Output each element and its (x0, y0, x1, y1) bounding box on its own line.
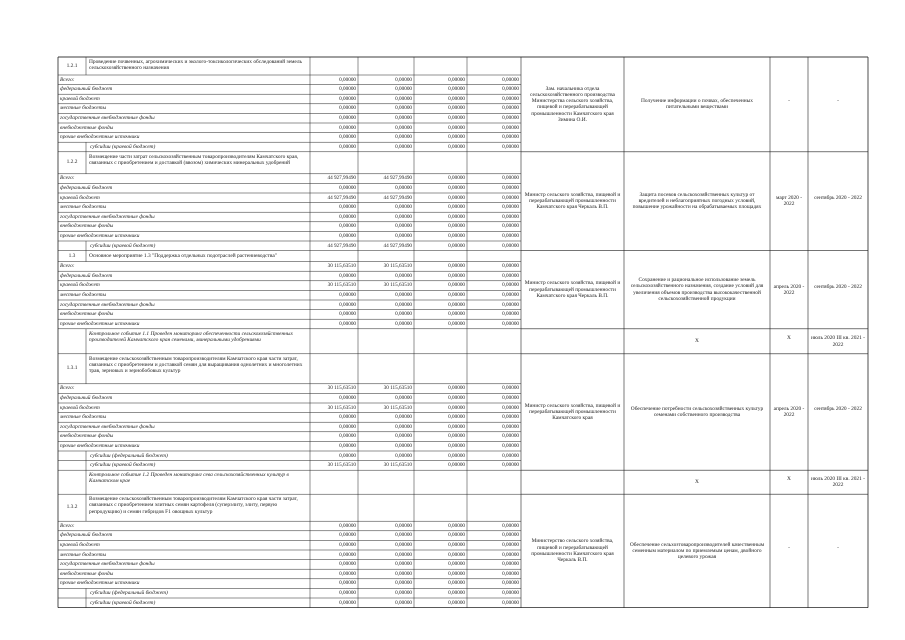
result-cell: Сохранение и рациональное использование земель сельскохозяйственного назначения, создание условий для увеличения объемов производства высококачественной сельскохозяйственной продукции (630, 277, 764, 302)
value-cell: 0,00000 (502, 291, 519, 298)
row-label: краевой бюджет (60, 404, 100, 411)
row-label: краевой бюджет (60, 194, 100, 201)
value-cell: 0,00000 (502, 320, 519, 327)
value-cell: 0,00000 (339, 232, 356, 239)
value-cell: 0,00000 (395, 442, 412, 449)
value-cell: 0,00000 (395, 551, 412, 558)
value-cell: 0,00000 (448, 433, 465, 440)
value-cell: 0,00000 (339, 124, 356, 131)
value-cell: 0,00000 (395, 433, 412, 440)
value-cell: 0,00000 (448, 213, 465, 220)
value-cell: 0,00000 (448, 561, 465, 568)
end-date-cell: - (837, 98, 839, 105)
row-label: субсидии (федеральный бюджет) (90, 452, 168, 459)
value-cell: 0,00000 (502, 570, 519, 577)
value-cell: 0,00000 (502, 184, 519, 191)
value-cell: 0,00000 (395, 599, 412, 606)
responsible-cell: Министерство сельского хозяйства, пищевой и перерабатывающей промышленности Камчатского края Черкаль В.П. (531, 538, 614, 564)
row-label: государственные внебюджетные фонды (60, 561, 155, 568)
row-label: Всего: (60, 522, 75, 529)
value-cell: 0,00000 (502, 242, 519, 249)
value-cell: 0,00000 (502, 213, 519, 220)
value-cell: 0,00000 (395, 301, 412, 308)
value-cell: 0,00000 (502, 301, 519, 308)
row-label: федеральный бюджет (60, 86, 113, 93)
value-cell: 0,00000 (448, 570, 465, 577)
value-cell: 0,00000 (395, 272, 412, 279)
measure-title: Возмещение части затрат сельскохозяйственным товаропроизводителям Камчатского края, связанных с приобретением и доставкой (ввозом) химических минеральных удобрений (89, 153, 299, 166)
row-label: прочие внебюджетные источники (60, 134, 140, 141)
value-cell: 0,00000 (448, 320, 465, 327)
value-cell: 0,00000 (339, 570, 356, 577)
value-cell: 44 927,99490 (383, 242, 412, 249)
value-cell: 0,00000 (448, 462, 465, 469)
value-cell: 0,00000 (502, 311, 519, 318)
row-code: 1.3.1 (66, 365, 78, 372)
value-cell: 0,00000 (339, 76, 356, 83)
value-cell: 0,00000 (339, 561, 356, 568)
value-cell: 0,00000 (448, 423, 465, 430)
row-label: краевой бюджет (60, 95, 100, 102)
value-cell: 30 115,63510 (383, 263, 412, 270)
value-cell: 0,00000 (339, 433, 356, 440)
control-event-label: Контрольное событие 1.1 Проведен мониторинг обеспеченности сельскохозяйственных производителей Камчатского края семенами, минеральными удобрениями (89, 330, 293, 343)
row-label: краевой бюджет (60, 541, 100, 548)
result-cell: Защита посевов сельскохозяйственных культур от вредителей и неблагоприятных погодных условий, повышение урожайности на обрабатываемых площадях (632, 191, 762, 211)
row-label: субсидии (краевой бюджет) (90, 599, 156, 606)
result-cell: X (695, 338, 699, 345)
responsible-cell: Зам. начальника отдела сельскохозяйственного производства Министерства сельского хозяйства, пищевой и перерабатывающей промышленности Камчатского края Зимина О.И. (530, 85, 615, 123)
value-cell: 0,00000 (395, 143, 412, 150)
value-cell: 0,00000 (502, 263, 519, 270)
value-cell: 0,00000 (339, 213, 356, 220)
value-cell: 0,00000 (339, 580, 356, 587)
value-cell: 0,00000 (448, 223, 465, 230)
value-cell: 0,00000 (502, 105, 519, 112)
value-cell: 0,00000 (339, 522, 356, 529)
value-cell: 0,00000 (502, 385, 519, 392)
value-cell: 0,00000 (448, 291, 465, 298)
value-cell: 0,00000 (395, 580, 412, 587)
value-cell: 0,00000 (448, 442, 465, 449)
value-cell: 0,00000 (502, 175, 519, 182)
value-cell: 30 115,63510 (383, 462, 412, 469)
value-cell: 0,00000 (339, 184, 356, 191)
row-label: субсидии (краевой бюджет) (90, 242, 156, 249)
row-label: федеральный бюджет (60, 394, 113, 401)
value-cell: 0,00000 (339, 134, 356, 141)
row-label: государственные внебюджетные фонды (60, 114, 155, 121)
measure-title: Возмещение сельскохозяйственным товаропроизводителям Камчатского края части затрат, связанных с приобретением элитных семян картофеля (суперэлиту, элиту, первую репродукцию) и семян гибридов F1 овощных культур (89, 496, 298, 515)
row-label: краевой бюджет (60, 282, 100, 289)
value-cell: 0,00000 (339, 95, 356, 102)
result-cell: Получение информации о почвах, обеспеченных питательными веществами (641, 98, 753, 111)
value-cell: 0,00000 (339, 551, 356, 558)
value-cell: 44 927,99490 (327, 242, 356, 249)
value-cell: 0,00000 (502, 414, 519, 421)
value-cell: 0,00000 (395, 561, 412, 568)
value-cell: 0,00000 (502, 442, 519, 449)
value-cell: 0,00000 (339, 423, 356, 430)
value-cell: 0,00000 (502, 143, 519, 150)
value-cell: 0,00000 (448, 124, 465, 131)
result-cell: Обеспечение сельхозтоваропроизводителей качественным семенным материалом по приемлемым ценам, двойного целевого урожая (629, 541, 765, 560)
value-cell: 0,00000 (502, 124, 519, 131)
value-cell: 0,00000 (448, 452, 465, 459)
row-label: внебюджетные фонды (60, 570, 114, 577)
value-cell: 0,00000 (395, 124, 412, 131)
row-label: Всего: (60, 385, 75, 392)
responsible-cell: Министр сельского хозяйства, пищевой и перерабатывающей промышленности Камчатского края Черкаль В.П. (524, 280, 621, 299)
control-event-label: Контрольное событие 1.2 Проведен мониторинг сева сельскохозяйственных культур в Камчатском крае (89, 472, 289, 485)
value-cell: 0,00000 (395, 134, 412, 141)
value-cell: 0,00000 (502, 204, 519, 211)
row-code: 1.3.2 (66, 504, 78, 511)
row-label: федеральный бюджет (60, 272, 113, 279)
value-cell: 0,00000 (502, 223, 519, 230)
value-cell: 0,00000 (502, 551, 519, 558)
value-cell: 0,00000 (448, 580, 465, 587)
value-cell: 0,00000 (448, 589, 465, 596)
start-date-cell: апрель 2020 - 2022 (773, 283, 805, 296)
value-cell: 30 115,63510 (327, 462, 356, 469)
value-cell: 0,00000 (502, 114, 519, 121)
value-cell: 30 115,63510 (327, 263, 356, 270)
value-cell: 0,00000 (502, 394, 519, 401)
value-cell: 0,00000 (502, 404, 519, 411)
value-cell: 0,00000 (339, 272, 356, 279)
value-cell: 0,00000 (448, 263, 465, 270)
value-cell: 0,00000 (395, 204, 412, 211)
value-cell: 0,00000 (448, 532, 465, 539)
row-label: государственные внебюджетные фонды (60, 423, 155, 430)
start-date-cell: - (788, 544, 790, 551)
value-cell: 30 115,63510 (383, 404, 412, 411)
value-cell: 0,00000 (339, 114, 356, 121)
value-cell: 0,00000 (448, 95, 465, 102)
row-label: местные бюджеты (60, 204, 107, 211)
value-cell: 30 115,63510 (383, 385, 412, 392)
measure-title: Проведение почвенных, агрохимических и эколого-токсикологических обследований земель сельскохозяйственного назначения (89, 59, 302, 72)
value-cell: 0,00000 (448, 105, 465, 112)
value-cell: 0,00000 (502, 134, 519, 141)
row-label: федеральный бюджет (60, 532, 113, 539)
value-cell: 0,00000 (502, 232, 519, 239)
value-cell: 0,00000 (448, 242, 465, 249)
value-cell: 0,00000 (395, 213, 412, 220)
value-cell: 0,00000 (339, 394, 356, 401)
value-cell: 0,00000 (502, 541, 519, 548)
start-date-cell: апрель 2020 - 2022 (773, 406, 805, 419)
value-cell: 0,00000 (448, 204, 465, 211)
value-cell: 0,00000 (502, 462, 519, 469)
value-cell: 0,00000 (448, 551, 465, 558)
value-cell: 0,00000 (448, 404, 465, 411)
value-cell: 0,00000 (395, 532, 412, 539)
value-cell: 0,00000 (339, 452, 356, 459)
value-cell: 0,00000 (395, 291, 412, 298)
responsible-cell: Министр сельского хозяйства, пищевой и перерабатывающей промышленности Камчатского края (524, 402, 621, 422)
row-label: местные бюджеты (60, 291, 107, 298)
value-cell: 0,00000 (395, 423, 412, 430)
value-cell: 0,00000 (339, 223, 356, 230)
value-cell: 0,00000 (339, 541, 356, 548)
end-date-cell: сентябрь 2020 - 2022 (814, 283, 862, 290)
start-date-cell: - (788, 98, 790, 105)
value-cell: 0,00000 (395, 114, 412, 121)
value-cell: 0,00000 (448, 272, 465, 279)
value-cell: 0,00000 (339, 86, 356, 93)
value-cell: 0,00000 (339, 442, 356, 449)
value-cell: 0,00000 (339, 589, 356, 596)
value-cell: 0,00000 (395, 311, 412, 318)
row-label: местные бюджеты (60, 551, 107, 558)
row-label: государственные внебюджетные фонды (60, 301, 155, 308)
result-cell: X (695, 479, 699, 486)
row-label: внебюджетные фонды (60, 124, 114, 131)
value-cell: 0,00000 (502, 282, 519, 289)
responsible-cell (524, 471, 621, 493)
row-label: субсидии (краевой бюджет) (90, 462, 156, 469)
row-label: местные бюджеты (60, 414, 107, 421)
value-cell: 0,00000 (395, 522, 412, 529)
row-label: прочие внебюджетные источники (60, 232, 140, 239)
responsible-cell: Министр сельского хозяйства, пищевой и перерабатывающей промышленности Камчатского края Черкаль В.П. (524, 191, 621, 211)
start-date-cell: март 2020 - 2022 (775, 195, 803, 208)
end-date-cell: июль 2020 III кв. 2021 - 2022 (811, 476, 865, 489)
row-label: Всего: (60, 263, 75, 270)
value-cell: 0,00000 (395, 541, 412, 548)
row-code: 1.2.1 (66, 62, 78, 69)
value-cell: 0,00000 (502, 95, 519, 102)
row-label: субсидии (краевой бюджет) (90, 143, 156, 150)
value-cell: 0,00000 (395, 184, 412, 191)
value-cell: 0,00000 (339, 291, 356, 298)
value-cell: 0,00000 (395, 223, 412, 230)
row-label: местные бюджеты (60, 105, 107, 112)
value-cell: 0,00000 (448, 114, 465, 121)
end-date-cell: - (837, 544, 839, 551)
row-label: субсидии (федеральный бюджет) (90, 589, 168, 596)
end-date-cell: июль 2020 III кв. 2021 - 2022 (811, 335, 865, 348)
value-cell: 44 927,99490 (327, 175, 356, 182)
value-cell: 0,00000 (448, 184, 465, 191)
value-cell: 0,00000 (448, 599, 465, 606)
value-cell: 44 927,99490 (383, 194, 412, 201)
value-cell: 44 927,99490 (327, 194, 356, 201)
row-label: прочие внебюджетные источники (60, 320, 140, 327)
value-cell: 0,00000 (339, 414, 356, 421)
value-cell: 0,00000 (448, 175, 465, 182)
value-cell: 0,00000 (502, 599, 519, 606)
value-cell: 0,00000 (502, 433, 519, 440)
row-label: внебюджетные фонды (60, 311, 114, 318)
value-cell: 0,00000 (448, 232, 465, 239)
value-cell: 0,00000 (448, 311, 465, 318)
value-cell: 0,00000 (502, 194, 519, 201)
row-label: государственные внебюджетные фонды (60, 213, 155, 220)
value-cell: 30 115,63510 (383, 282, 412, 289)
value-cell: 0,00000 (395, 105, 412, 112)
row-label: внебюджетные фонды (60, 433, 114, 440)
row-label: федеральный бюджет (60, 184, 113, 191)
value-cell: 0,00000 (448, 385, 465, 392)
value-cell: 0,00000 (502, 86, 519, 93)
value-cell: 0,00000 (448, 541, 465, 548)
value-cell: 0,00000 (339, 204, 356, 211)
value-cell: 0,00000 (448, 414, 465, 421)
measure-title: Возмещение сельскохозяйственным товаропроизводителям Камчатского края части затрат, связанных с приобретением и доставкой семян для выращивания однолетних и многолетних трав, зерновых и зернобобовых культур (89, 355, 303, 375)
value-cell: 0,00000 (395, 414, 412, 421)
row-code: 1.2.2 (66, 159, 78, 166)
value-cell: 44 927,99490 (383, 175, 412, 182)
value-cell: 0,00000 (395, 76, 412, 83)
value-cell: 0,00000 (448, 194, 465, 201)
start-date-cell: X (787, 335, 791, 342)
value-cell: 30 115,63510 (327, 404, 356, 411)
value-cell: 0,00000 (395, 452, 412, 459)
value-cell: 0,00000 (339, 105, 356, 112)
row-code (60, 479, 84, 486)
value-cell: 0,00000 (395, 232, 412, 239)
row-label: внебюджетные фонды (60, 223, 114, 230)
value-cell: 0,00000 (502, 76, 519, 83)
value-cell: 0,00000 (448, 394, 465, 401)
value-cell: 0,00000 (339, 320, 356, 327)
row-label: Всего: (60, 76, 75, 83)
value-cell: 0,00000 (502, 452, 519, 459)
measure-title: Основное мероприятие 1.3 "Поддержка отдельных подотраслей растениеводства" (89, 252, 277, 259)
value-cell: 0,00000 (395, 570, 412, 577)
row-label: прочие внебюджетные источники (60, 442, 140, 449)
value-cell: 0,00000 (502, 532, 519, 539)
value-cell: 0,00000 (395, 394, 412, 401)
value-cell: 0,00000 (502, 589, 519, 596)
value-cell: 0,00000 (448, 134, 465, 141)
value-cell: 0,00000 (448, 522, 465, 529)
value-cell: 30 115,63510 (327, 282, 356, 289)
value-cell: 0,00000 (448, 282, 465, 289)
row-label: Всего: (60, 175, 75, 182)
value-cell: 0,00000 (502, 580, 519, 587)
value-cell: 0,00000 (448, 86, 465, 93)
value-cell: 0,00000 (395, 86, 412, 93)
value-cell: 30 115,63510 (327, 385, 356, 392)
value-cell: 0,00000 (339, 599, 356, 606)
value-cell: 0,00000 (502, 423, 519, 430)
value-cell: 0,00000 (448, 76, 465, 83)
value-cell: 0,00000 (395, 320, 412, 327)
value-cell: 0,00000 (448, 143, 465, 150)
responsible-cell (524, 330, 621, 353)
end-date-cell: сентябрь 2020 - 2022 (814, 406, 862, 412)
result-cell: Обеспечение потребности сельскохозяйственных культур семенами собственного производства (630, 405, 764, 418)
value-cell: 0,00000 (502, 272, 519, 279)
value-cell: 0,00000 (395, 589, 412, 596)
end-date-cell: сентябрь 2020 - 2022 (814, 195, 862, 202)
value-cell: 0,00000 (339, 311, 356, 318)
value-cell: 0,00000 (339, 532, 356, 539)
value-cell: 0,00000 (502, 522, 519, 529)
value-cell: 0,00000 (395, 95, 412, 102)
row-code: 1.3 (68, 252, 76, 259)
value-cell: 0,00000 (502, 561, 519, 568)
value-cell: 0,00000 (339, 301, 356, 308)
start-date-cell: X (787, 476, 791, 483)
value-cell: 0,00000 (339, 143, 356, 150)
value-cell: 0,00000 (448, 301, 465, 308)
row-label: прочие внебюджетные источники (60, 580, 140, 587)
row-code (60, 338, 84, 345)
